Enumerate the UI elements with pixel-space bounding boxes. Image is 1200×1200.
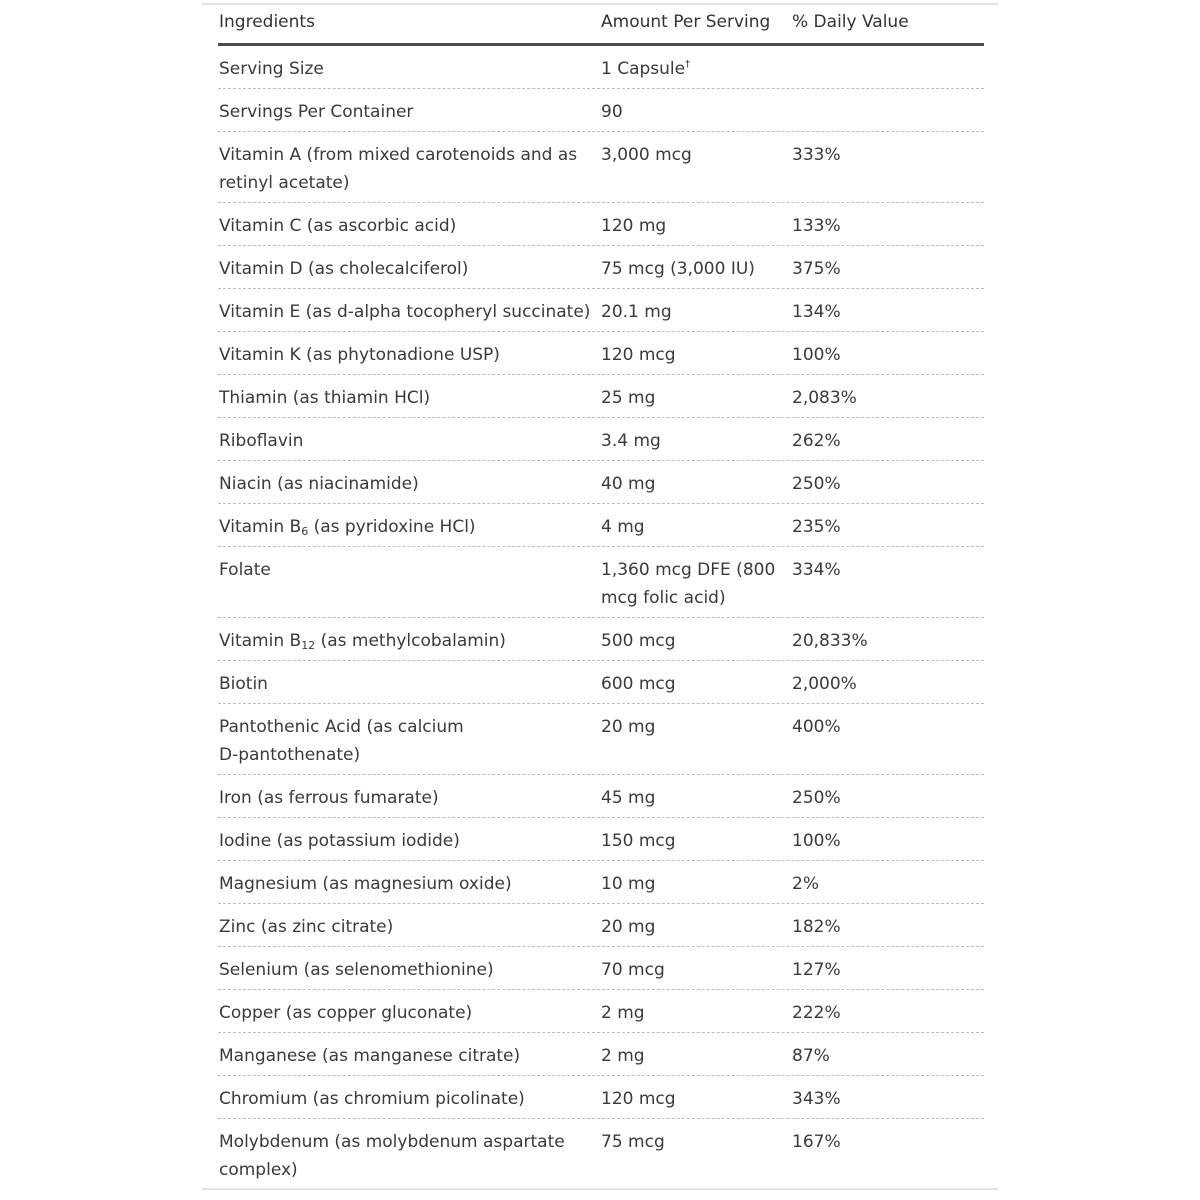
nutrient-name: Vitamin A (from mixed carotenoids and as retinyl acetate): [219, 145, 578, 193]
nutrient-name: Niacin (as niacinamide): [219, 474, 419, 494]
nutrient-dv: 400%: [792, 717, 841, 737]
footnote-mark: †: [685, 59, 691, 70]
nutrient-dv: 167%: [792, 1132, 841, 1152]
serving-size-amount: 1 Capsule†: [601, 59, 691, 79]
table-header: [218, 6, 984, 46]
nutrient-amount: 10 mg: [601, 874, 656, 894]
nutrient-amount: 75 mcg: [601, 1132, 665, 1152]
nutrient-name: Pantothenic Acid (as calcium D-pantothenate): [219, 717, 464, 765]
nutrient-amount: 45 mg: [601, 788, 656, 808]
nutrient-amount: 20 mg: [601, 717, 656, 737]
nutrient-dv: 100%: [792, 831, 841, 851]
nutrient-dv: 250%: [792, 474, 841, 494]
servings-per-container-label: Servings Per Container: [219, 102, 414, 122]
nutrient-amount: 120 mcg: [601, 345, 676, 365]
nutrient-row: [218, 375, 984, 418]
nutrient-amount: 2 mg: [601, 1046, 645, 1066]
nutrient-dv: 2%: [792, 874, 819, 894]
nutrient-row: [218, 418, 984, 461]
serving-size-label: Serving Size: [219, 59, 324, 79]
top-divider: [202, 3, 998, 5]
nutrient-row: [218, 818, 984, 861]
nutrient-row: [218, 461, 984, 504]
nutrient-dv: 127%: [792, 960, 841, 980]
nutrient-row: [218, 246, 984, 289]
nutrient-amount: 3,000 mcg: [601, 145, 692, 165]
nutrient-name: Vitamin K (as phytonadione USP): [219, 345, 500, 365]
nutrient-row: [218, 618, 984, 661]
nutrient-dv: 20,833%: [792, 631, 868, 651]
nutrient-row: [218, 704, 984, 775]
nutrient-name: Folate: [219, 560, 271, 580]
nutrient-dv: 235%: [792, 517, 841, 537]
nutrient-dv: 134%: [792, 302, 841, 322]
nutrient-name: Vitamin C (as ascorbic acid): [219, 216, 457, 236]
nutrient-dv: 334%: [792, 560, 841, 580]
nutrient-amount: 2 mg: [601, 1003, 645, 1023]
nutrient-dv: 100%: [792, 345, 841, 365]
nutrient-amount: 120 mcg: [601, 1089, 676, 1109]
servings-per-container-row: [218, 89, 984, 132]
nutrient-name: Vitamin E (as d-alpha tocopheryl succinate): [219, 302, 591, 322]
nutrient-amount: 1,360 mcg DFE (800 mcg folic acid): [601, 560, 776, 608]
supplement-facts-table: [218, 6, 984, 1189]
nutrient-amount: 75 mcg (3,000 IU): [601, 259, 755, 279]
serving-size-row: [218, 46, 984, 89]
nutrient-name: Thiamin (as thiamin HCl): [219, 388, 431, 408]
nutrient-row: [218, 861, 984, 904]
nutrient-name: Riboflavin: [219, 431, 304, 451]
nutrient-name: Molybdenum (as molybdenum aspartate complex): [219, 1132, 565, 1180]
nutrient-row: [218, 1076, 984, 1119]
nutrient-row: [218, 990, 984, 1033]
nutrient-amount: 20.1 mg: [601, 302, 672, 322]
nutrient-dv: 343%: [792, 1089, 841, 1109]
nutrient-name: Chromium (as chromium picolinate): [219, 1089, 525, 1109]
servings-per-container-amount: 90: [601, 102, 623, 122]
nutrient-amount: 40 mg: [601, 474, 656, 494]
header-daily-value: % Daily Value: [792, 12, 909, 32]
nutrient-name: Vitamin $B_{12}$ (as methylcobalamin): [219, 631, 506, 652]
header-amount: Amount Per Serving: [601, 12, 771, 32]
nutrient-amount: 25 mg: [601, 388, 656, 408]
nutrient-dv: 2,083%: [792, 388, 857, 408]
nutrient-name: Iron (as ferrous fumarate): [219, 788, 439, 808]
nutrient-row: [218, 547, 984, 618]
nutrient-row: [218, 332, 984, 375]
nutrient-row: [218, 1119, 984, 1189]
nutrient-dv: 133%: [792, 216, 841, 236]
header-ingredients: Ingredients: [219, 12, 315, 32]
bottom-divider: [202, 1188, 998, 1190]
nutrient-row: [218, 947, 984, 990]
nutrient-dv: 262%: [792, 431, 841, 451]
nutrient-name: Magnesium (as magnesium oxide): [219, 874, 512, 894]
nutrient-row: [218, 1033, 984, 1076]
nutrient-amount: 20 mg: [601, 917, 656, 937]
nutrient-amount: 4 mg: [601, 517, 645, 537]
nutrient-name: Iodine (as potassium iodide): [219, 831, 460, 851]
nutrient-dv: 222%: [792, 1003, 841, 1023]
nutrient-dv: 375%: [792, 259, 841, 279]
nutrient-row: [218, 203, 984, 246]
nutrient-name: Vitamin D (as cholecalciferol): [219, 259, 469, 279]
nutrient-row: [218, 132, 984, 203]
nutrient-dv: 2,000%: [792, 674, 857, 694]
nutrient-dv: 182%: [792, 917, 841, 937]
nutrient-amount: 150 mcg: [601, 831, 676, 851]
nutrient-dv: 250%: [792, 788, 841, 808]
nutrient-amount: 3.4 mg: [601, 431, 661, 451]
nutrient-row: [218, 289, 984, 332]
nutrient-amount: 500 mcg: [601, 631, 676, 651]
nutrient-name: Vitamin $B_6$ (as pyridoxine HCl): [219, 517, 476, 538]
nutrient-name: Biotin: [219, 674, 268, 694]
nutrient-dv: 333%: [792, 145, 841, 165]
nutrient-name: Selenium (as selenomethionine): [219, 960, 494, 980]
nutrient-amount: 120 mg: [601, 216, 667, 236]
nutrient-amount: 70 mcg: [601, 960, 665, 980]
nutrient-name: Manganese (as manganese citrate): [219, 1046, 521, 1066]
nutrient-row: [218, 775, 984, 818]
nutrient-row: [218, 504, 984, 547]
nutrient-name: Zinc (as zinc citrate): [219, 917, 394, 937]
nutrient-name: Copper (as copper gluconate): [219, 1003, 473, 1023]
nutrient-row: [218, 904, 984, 947]
nutrient-amount: 600 mcg: [601, 674, 676, 694]
nutrient-dv: 87%: [792, 1046, 830, 1066]
nutrient-row: [218, 661, 984, 704]
